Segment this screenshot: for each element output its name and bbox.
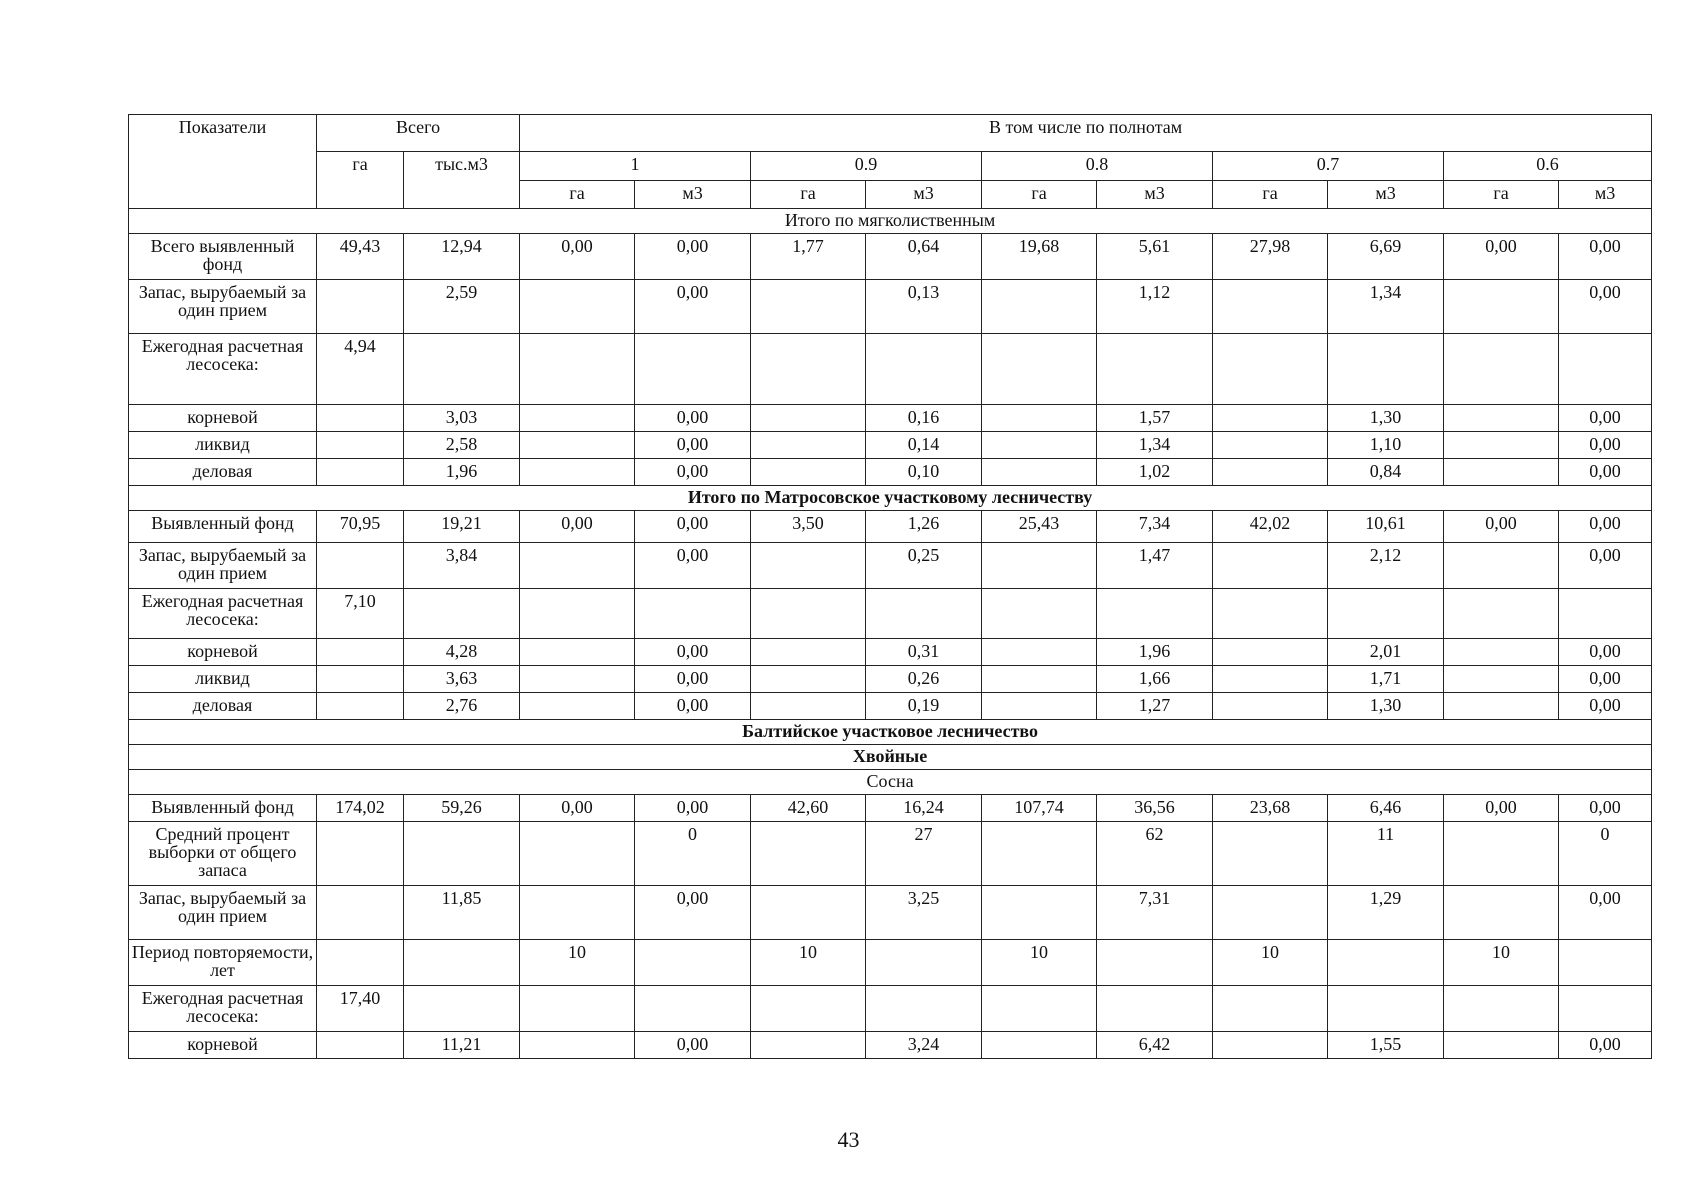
data-cell [404, 334, 520, 405]
data-cell [866, 334, 982, 405]
header-total: Всего [317, 115, 520, 152]
data-cell [317, 666, 404, 693]
data-cell [1444, 693, 1559, 720]
data-cell [520, 432, 635, 459]
data-cell: 0,19 [866, 693, 982, 720]
table-row [129, 693, 1652, 720]
section-title: Хвойные [129, 745, 1652, 770]
row-label: корневой [129, 405, 317, 432]
header-m3: м3 [1328, 181, 1444, 209]
data-cell [1213, 666, 1328, 693]
data-cell: 0,00 [635, 795, 751, 822]
data-cell [520, 693, 635, 720]
data-cell [866, 940, 982, 986]
row-label: Средний процент выборки от общего запаса [129, 822, 317, 886]
data-cell [520, 986, 635, 1032]
data-cell: 0,00 [635, 459, 751, 486]
data-cell [317, 886, 404, 940]
data-cell: 0,00 [635, 405, 751, 432]
data-cell: 11,21 [404, 1032, 520, 1059]
table-row [129, 639, 1652, 666]
page-number: 43 [837, 1127, 860, 1152]
row-label: корневой [129, 639, 317, 666]
data-cell [1444, 986, 1559, 1032]
data-cell: 0,00 [635, 543, 751, 589]
data-cell: 12,94 [404, 234, 520, 280]
row-label: деловая [129, 693, 317, 720]
data-cell: 1,47 [1097, 543, 1213, 589]
header-density-0-8: 0.8 [982, 152, 1213, 181]
data-cell: 5,61 [1097, 234, 1213, 280]
data-cell [1097, 589, 1213, 639]
data-cell [982, 986, 1097, 1032]
header-total-ha: га [317, 152, 404, 209]
header-ha: га [1444, 181, 1559, 209]
data-cell [751, 589, 866, 639]
section-title: Сосна [129, 770, 1652, 795]
data-cell [1444, 280, 1559, 334]
data-cell [1097, 334, 1213, 405]
data-cell: 2,76 [404, 693, 520, 720]
data-cell: 0,00 [520, 511, 635, 543]
data-cell [751, 405, 866, 432]
data-cell [1444, 1032, 1559, 1059]
data-cell: 10 [1444, 940, 1559, 986]
data-cell: 0,00 [1559, 280, 1652, 334]
header-m3: м3 [1559, 181, 1652, 209]
data-cell [1559, 334, 1652, 405]
data-cell [1559, 986, 1652, 1032]
header-m3: м3 [1097, 181, 1213, 209]
data-cell: 16,24 [866, 795, 982, 822]
data-cell: 10 [982, 940, 1097, 986]
row-label: Выявленный фонд [129, 795, 317, 822]
section-title: Итого по Матросовское участковому лесничеству [129, 486, 1652, 511]
data-cell [982, 822, 1097, 886]
row-label: Запас, вырубаемый за один прием [129, 886, 317, 940]
data-cell [1213, 693, 1328, 720]
data-cell [982, 589, 1097, 639]
data-cell [520, 543, 635, 589]
data-cell [751, 666, 866, 693]
header-ha: га [982, 181, 1097, 209]
data-cell: 1,02 [1097, 459, 1213, 486]
data-cell [751, 334, 866, 405]
data-cell: 0,16 [866, 405, 982, 432]
data-cell [1444, 822, 1559, 886]
header-m3: м3 [635, 181, 751, 209]
data-cell: 6,69 [1328, 234, 1444, 280]
data-cell: 25,43 [982, 511, 1097, 543]
data-cell [1444, 405, 1559, 432]
data-cell: 107,74 [982, 795, 1097, 822]
data-cell [520, 1032, 635, 1059]
data-cell: 0,00 [1559, 693, 1652, 720]
data-cell: 0,00 [520, 795, 635, 822]
data-cell: 0,00 [520, 234, 635, 280]
data-cell [520, 666, 635, 693]
header-ha: га [751, 181, 866, 209]
data-cell: 2,59 [404, 280, 520, 334]
data-cell: 23,68 [1213, 795, 1328, 822]
data-cell: 1,66 [1097, 666, 1213, 693]
data-cell [1444, 886, 1559, 940]
data-cell [1097, 940, 1213, 986]
header-ha: га [1213, 181, 1328, 209]
table-row [129, 280, 1652, 334]
data-cell: 19,68 [982, 234, 1097, 280]
data-cell: 70,95 [317, 511, 404, 543]
data-cell [520, 280, 635, 334]
row-label: Ежегодная расчетная лесосека: [129, 589, 317, 639]
data-cell: 11 [1328, 822, 1444, 886]
data-cell [1213, 432, 1328, 459]
data-cell [751, 459, 866, 486]
table-row [129, 940, 1652, 986]
header-ha: га [520, 181, 635, 209]
data-cell: 1,96 [1097, 639, 1213, 666]
data-cell [751, 280, 866, 334]
data-cell: 1,57 [1097, 405, 1213, 432]
data-cell: 59,26 [404, 795, 520, 822]
table-row [129, 886, 1652, 940]
data-cell: 0,31 [866, 639, 982, 666]
data-cell [1444, 589, 1559, 639]
data-cell [751, 543, 866, 589]
data-cell [1213, 334, 1328, 405]
data-cell: 27 [866, 822, 982, 886]
data-cell: 6,46 [1328, 795, 1444, 822]
table-row [129, 234, 1652, 280]
header-m3: м3 [866, 181, 982, 209]
header-total-thous-m3: тыс.м3 [404, 152, 520, 209]
data-cell [635, 986, 751, 1032]
data-cell: 1,34 [1328, 280, 1444, 334]
data-cell [520, 822, 635, 886]
data-cell [520, 886, 635, 940]
data-cell: 3,03 [404, 405, 520, 432]
data-cell: 0,00 [1559, 795, 1652, 822]
header-density-0-7: 0.7 [1213, 152, 1444, 181]
data-cell: 0,00 [1559, 886, 1652, 940]
row-label: ликвид [129, 666, 317, 693]
header-density-1: 1 [520, 152, 751, 181]
row-label: деловая [129, 459, 317, 486]
data-cell [317, 693, 404, 720]
header-by-density: В том числе по полнотам [520, 115, 1652, 152]
data-cell [317, 280, 404, 334]
data-cell: 1,27 [1097, 693, 1213, 720]
data-cell [317, 543, 404, 589]
table-row [129, 405, 1652, 432]
data-cell: 0,00 [1559, 459, 1652, 486]
data-cell: 42,60 [751, 795, 866, 822]
data-cell [982, 280, 1097, 334]
data-cell: 0,00 [1559, 1032, 1652, 1059]
table-row [129, 432, 1652, 459]
data-cell: 0,00 [635, 432, 751, 459]
data-cell: 1,12 [1097, 280, 1213, 334]
data-cell [1328, 940, 1444, 986]
data-cell [1559, 940, 1652, 986]
data-cell [1213, 886, 1328, 940]
data-cell [520, 639, 635, 666]
data-cell: 0,00 [1444, 511, 1559, 543]
data-cell: 1,77 [751, 234, 866, 280]
data-cell: 0,00 [635, 666, 751, 693]
data-cell [751, 822, 866, 886]
data-cell: 0,00 [1559, 234, 1652, 280]
data-cell [982, 693, 1097, 720]
table-row [129, 822, 1652, 886]
data-cell [1328, 589, 1444, 639]
data-cell [982, 405, 1097, 432]
data-cell [751, 986, 866, 1032]
data-cell [982, 666, 1097, 693]
table-row [129, 795, 1652, 822]
data-cell: 0,00 [635, 693, 751, 720]
data-cell [404, 589, 520, 639]
data-cell: 0,00 [1444, 234, 1559, 280]
data-cell [317, 1032, 404, 1059]
data-cell: 0,00 [635, 234, 751, 280]
data-cell: 0,26 [866, 666, 982, 693]
data-cell [404, 986, 520, 1032]
data-cell [1444, 543, 1559, 589]
data-cell [982, 543, 1097, 589]
data-cell: 0,00 [1559, 543, 1652, 589]
data-cell: 0,00 [635, 886, 751, 940]
data-cell: 42,02 [1213, 511, 1328, 543]
data-cell: 10 [520, 940, 635, 986]
data-cell: 4,94 [317, 334, 404, 405]
data-cell [1444, 432, 1559, 459]
row-label: ликвид [129, 432, 317, 459]
data-cell: 1,26 [866, 511, 982, 543]
data-cell: 0,64 [866, 234, 982, 280]
data-cell: 2,58 [404, 432, 520, 459]
data-cell [1213, 280, 1328, 334]
row-label: Всего выявленный фонд [129, 234, 317, 280]
data-cell [520, 459, 635, 486]
data-cell [317, 940, 404, 986]
data-cell: 3,84 [404, 543, 520, 589]
data-cell [982, 639, 1097, 666]
data-cell [1444, 666, 1559, 693]
row-label: Ежегодная расчетная лесосека: [129, 986, 317, 1032]
row-label: корневой [129, 1032, 317, 1059]
data-cell: 4,28 [404, 639, 520, 666]
data-cell [866, 589, 982, 639]
data-cell: 7,31 [1097, 886, 1213, 940]
data-cell: 1,30 [1328, 405, 1444, 432]
data-cell: 0,13 [866, 280, 982, 334]
data-cell: 11,85 [404, 886, 520, 940]
data-cell: 2,12 [1328, 543, 1444, 589]
data-cell: 0,00 [635, 1032, 751, 1059]
data-cell [982, 459, 1097, 486]
data-cell: 3,24 [866, 1032, 982, 1059]
data-cell: 1,10 [1328, 432, 1444, 459]
data-cell: 0,00 [1559, 666, 1652, 693]
data-cell: 3,63 [404, 666, 520, 693]
row-label: Запас, вырубаемый за один прием [129, 543, 317, 589]
forest-fund-table [128, 114, 1652, 1059]
data-cell: 6,42 [1097, 1032, 1213, 1059]
data-cell: 1,55 [1328, 1032, 1444, 1059]
data-cell: 0,14 [866, 432, 982, 459]
data-cell: 174,02 [317, 795, 404, 822]
data-cell [317, 432, 404, 459]
data-cell: 3,50 [751, 511, 866, 543]
data-cell [1213, 589, 1328, 639]
data-cell: 2,01 [1328, 639, 1444, 666]
data-cell [635, 334, 751, 405]
data-cell [866, 986, 982, 1032]
data-cell [1213, 1032, 1328, 1059]
data-cell [1444, 459, 1559, 486]
data-cell [1213, 822, 1328, 886]
data-cell [520, 334, 635, 405]
data-cell [635, 589, 751, 639]
data-cell [751, 693, 866, 720]
data-cell [1213, 986, 1328, 1032]
data-cell [520, 589, 635, 639]
data-cell: 49,43 [317, 234, 404, 280]
table-row [129, 1032, 1652, 1059]
data-cell [982, 1032, 1097, 1059]
data-cell [520, 405, 635, 432]
header-density-0-9: 0.9 [751, 152, 982, 181]
data-cell: 10,61 [1328, 511, 1444, 543]
data-cell: 0,00 [1559, 405, 1652, 432]
data-cell: 62 [1097, 822, 1213, 886]
data-cell: 3,25 [866, 886, 982, 940]
data-cell [982, 334, 1097, 405]
table-row [129, 543, 1652, 589]
data-cell [317, 822, 404, 886]
data-cell: 0,00 [1559, 432, 1652, 459]
data-cell: 1,34 [1097, 432, 1213, 459]
data-cell [635, 940, 751, 986]
data-cell [751, 639, 866, 666]
data-cell: 0 [1559, 822, 1652, 886]
data-cell [1097, 986, 1213, 1032]
data-cell [1559, 589, 1652, 639]
data-cell: 10 [751, 940, 866, 986]
header-indicators: Показатели [129, 115, 317, 209]
data-cell [1444, 639, 1559, 666]
data-cell [1328, 986, 1444, 1032]
data-cell: 1,29 [1328, 886, 1444, 940]
data-cell [404, 940, 520, 986]
data-cell [1213, 543, 1328, 589]
row-label: Ежегодная расчетная лесосека: [129, 334, 317, 405]
data-cell: 36,56 [1097, 795, 1213, 822]
table-row [129, 666, 1652, 693]
data-cell [317, 639, 404, 666]
data-cell: 0,25 [866, 543, 982, 589]
data-cell: 1,71 [1328, 666, 1444, 693]
data-cell: 10 [1213, 940, 1328, 986]
data-cell: 0,84 [1328, 459, 1444, 486]
data-cell: 27,98 [1213, 234, 1328, 280]
row-label: Запас, вырубаемый за один прием [129, 280, 317, 334]
header-density-0-6: 0.6 [1444, 152, 1652, 181]
data-cell: 0,00 [1559, 511, 1652, 543]
row-label: Выявленный фонд [129, 511, 317, 543]
data-cell: 7,34 [1097, 511, 1213, 543]
section-title: Балтийское участковое лесничество [129, 720, 1652, 745]
row-label: Период повторяемости, лет [129, 940, 317, 986]
data-cell: 0,00 [635, 511, 751, 543]
data-cell: 1,96 [404, 459, 520, 486]
data-cell: 17,40 [317, 986, 404, 1032]
data-cell [1213, 405, 1328, 432]
data-cell: 0,00 [1559, 639, 1652, 666]
table-row [129, 511, 1652, 543]
data-cell: 7,10 [317, 589, 404, 639]
table-row [129, 589, 1652, 639]
data-cell [982, 432, 1097, 459]
data-cell [317, 405, 404, 432]
table-row [129, 459, 1652, 486]
data-cell: 0,10 [866, 459, 982, 486]
data-cell [751, 886, 866, 940]
table-row [129, 986, 1652, 1032]
data-cell [1213, 459, 1328, 486]
data-cell [1328, 334, 1444, 405]
data-cell [751, 432, 866, 459]
data-cell: 0,00 [635, 639, 751, 666]
data-cell [317, 459, 404, 486]
data-cell [1444, 334, 1559, 405]
table-row [129, 334, 1652, 405]
data-cell: 1,30 [1328, 693, 1444, 720]
data-cell [1213, 639, 1328, 666]
data-cell: 0,00 [1444, 795, 1559, 822]
data-cell: 0 [635, 822, 751, 886]
section-title: Итого по мягколиственным [129, 209, 1652, 234]
data-cell [982, 886, 1097, 940]
data-cell: 0,00 [635, 280, 751, 334]
data-cell: 19,21 [404, 511, 520, 543]
data-cell [404, 822, 520, 886]
data-cell [751, 1032, 866, 1059]
